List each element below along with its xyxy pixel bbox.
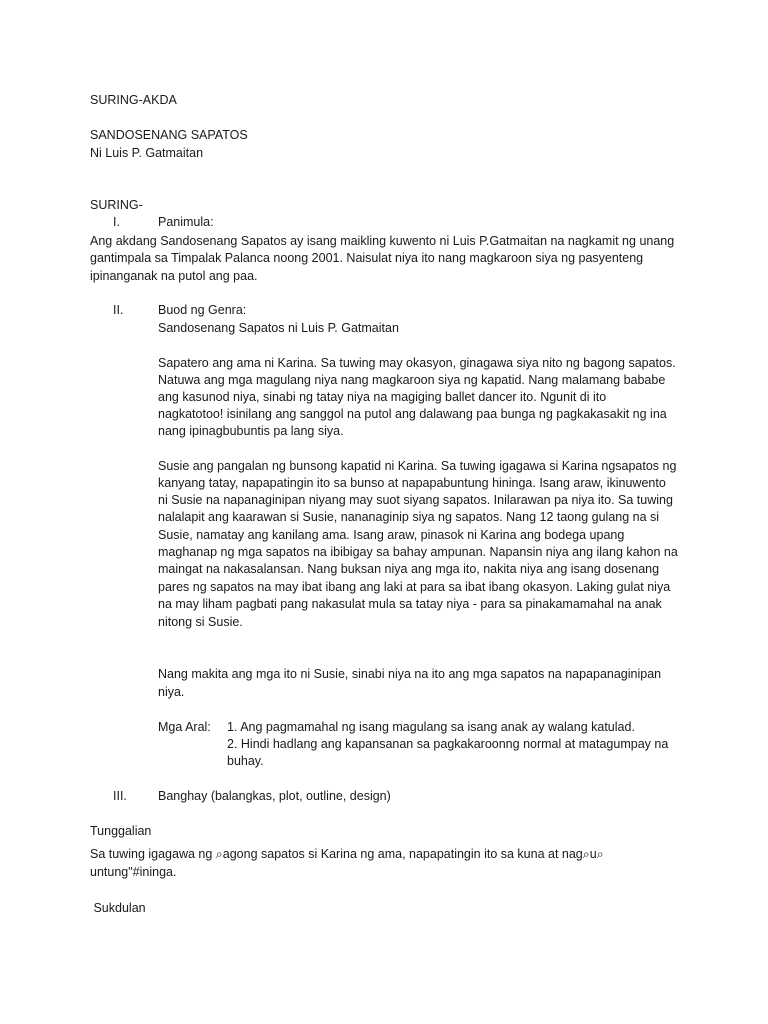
buod-paragraph-1-line: ang kasunod niya, sinabi ng tatay niya na magiging ballet dancer ito. Ngunit di ito	[158, 390, 607, 404]
mga-aral-label: Mga Aral:	[158, 720, 211, 734]
section-2-numeral: II.	[113, 303, 124, 317]
buod-paragraph-2-line: kanyang tatay, napapatingin ito sa bunso at napapabuntung hininga. Isang araw, ikinuwento	[158, 476, 666, 490]
section-1-heading: Panimula:	[158, 215, 214, 229]
section-1-numeral: I.	[113, 215, 120, 229]
section-3-numeral: III.	[113, 789, 127, 803]
buod-paragraph-1-line: nagkatotoo! isinilang ang sanggol na putol ang dalawang paa bunga ng pagkakasakit ng ina	[158, 407, 667, 421]
buod-paragraph-1-line: Natuwa ang mga magulang niya nang magkaroon siya ng kapatid. Nang malamang bababe	[158, 373, 666, 387]
doc-type-heading: SURING-AKDA	[90, 93, 177, 107]
buod-paragraph-1-line: nang ipinagbubuntis pa lang siya.	[158, 424, 344, 438]
story-author: Ni Luis P. Gatmaitan	[90, 146, 204, 160]
story-title: SANDOSENANG SAPATOS	[90, 128, 248, 142]
buod-paragraph-2-line: Susie, namatay ang kanilang ama. Isang araw, pinasok ni Karina ang bodega upang	[158, 528, 625, 542]
sukdulan-heading: Sukdulan	[90, 901, 146, 915]
buod-paragraph-2-line: ni Susie na napanaginipan niyang may suot siyang sapatos. Inilarawan pa niya ito. Sa tuwing	[158, 493, 673, 507]
aral-item: buhay.	[227, 754, 264, 768]
section-2-subtitle: Sandosenang Sapatos ni Luis P. Gatmaitan	[158, 321, 399, 335]
aral-item: 1. Ang pagmamahal ng isang magulang sa isang anak ay walang katulad.	[227, 720, 635, 734]
tunggalian-line: untung"#ininga.	[90, 865, 177, 879]
buod-paragraph-1-line: Sapatero ang ama ni Karina. Sa tuwing may okasyon, ginagawa siya nito ng bagong sapatos.	[158, 356, 676, 370]
tunggalian-heading: Tunggalian	[90, 824, 152, 838]
section-2-heading: Buod ng Genra:	[158, 303, 247, 317]
buod-paragraph-2-line: nitong si Susie.	[158, 615, 243, 629]
buod-paragraph-2-line: Susie ang pangalan ng bunsong kapatid ni Karina. Sa tuwing igagawa si Karina ngsapatos ng	[158, 459, 677, 473]
buod-paragraph-2-line: pares ng sapatos na may ibat ibang ang laki at para sa ibat ibang okasyon. Laking gulat niya	[158, 580, 671, 594]
buod-paragraph-2-line: maingat na nakasalansan. Nang buksan niya ang mga ito, nakita niya ang isang dosenang	[158, 562, 660, 576]
buod-paragraph-2-line: maghanap ng mga sapatos na ibibigay sa bahay ampunan. Napansin niya ang ilang kahon na	[158, 545, 678, 559]
panimula-line: Ang akdang Sandosenang Sapatos ay isang maikling kuwento ni Luis P.Gatmaitan na nagkamit ng unang	[90, 234, 675, 248]
buod-paragraph-3-line: Nang makita ang mga ito ni Susie, sinabi niya na ito ang mga sapatos na napapanaginipan	[158, 667, 662, 681]
section-3-heading: Banghay (balangkas, plot, outline, design)	[158, 789, 391, 803]
aral-item: 2. Hindi hadlang ang kapansanan sa pagkakaroonng normal at matagumpay na	[227, 737, 669, 751]
panimula-line: gantimpala sa Timpalak Palanca noong 2001. Naisulat niya ito nang magkaroon siya ng pasyenteng	[90, 251, 644, 265]
suring-label: SURING-	[90, 198, 143, 212]
buod-paragraph-2-line: na may liham pagbati pang nakasulat mula sa tatay niya - para sa pinakamamahal na anak	[158, 597, 662, 611]
tunggalian-line: Sa tuwing igagawa ng ⌕agong sapatos si Karina ng ama, napapatingin ito sa kuna at nag⌕u⌕	[90, 847, 604, 861]
buod-paragraph-2-line: nalalapit ang kaarawan si Susie, nananaginip siya ng sapatos. Nang 12 taong gulang na si	[158, 510, 660, 524]
panimula-line: ipinanganak na putol ang paa.	[90, 269, 258, 283]
buod-paragraph-3-line: niya.	[158, 685, 185, 699]
